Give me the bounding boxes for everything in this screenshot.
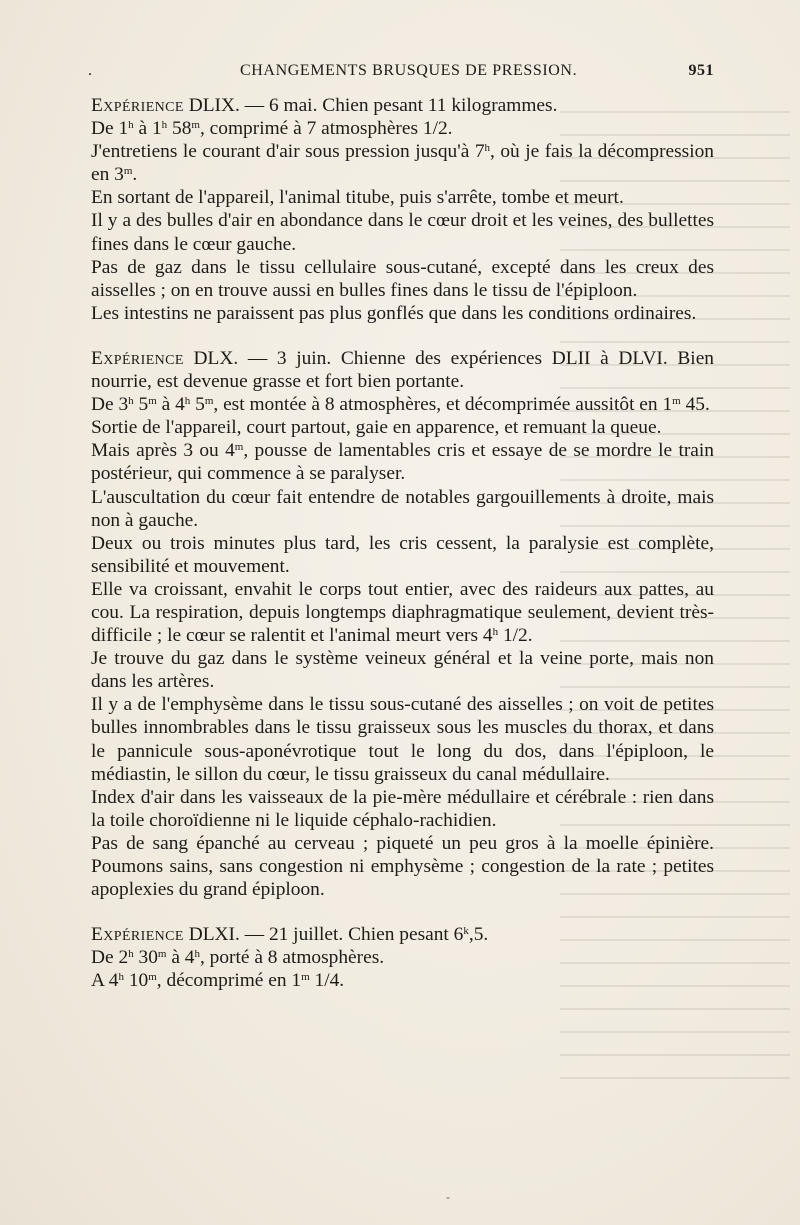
running-title: CHANGEMENTS BRUSQUES DE PRESSION. <box>240 62 578 79</box>
paragraph: De 2$^h$ 30$^m$ à 4$^h$, porté à 8 atmosphères. <box>91 947 385 969</box>
experiment-label: Expérience <box>91 95 184 116</box>
paragraph: Sortie de l'appareil, court partout, gaie en apparence, et remuant la queue. <box>91 417 662 439</box>
paragraph: Pas de sang épanché au cerveau ; piqueté un peu gros à la moelle épinière. Poumons sains, sans congestion ni emphysème ; congestion de la rate ; petites apoplexies du grand épiploon. <box>91 832 714 901</box>
paragraph: Je trouve du gaz dans le système veineux général et la veine porte, mais non dans les artères. <box>91 648 714 693</box>
paragraph: Il y a de l'emphysème dans le tissu sous-cutané des aisselles ; on voit de petites bulles innombrables dans le tissu graisseux sous les muscles du thorax, et dans le pannicule sous-aponévrotique tout le long du dos, dans l'épiploon, le médiastin, le sillon du cœur, le tissu graisseux du canal médullaire. <box>91 694 714 785</box>
experiment-title: DLIX. — 6 mai. Chien pesant 11 kilogrammes. <box>183 95 558 116</box>
experiment-heading-dlix <box>91 94 714 117</box>
paragraph: Index d'air dans les vaisseaux de la pie-mère médullaire et cérébrale : rien dans la toile choroïdienne ni le liquide céphalo-rachidien. <box>91 786 714 831</box>
experiment-heading-dlxi: Expérience DLXI. — 21 juillet. Chien pesant 6$^k$,5. <box>91 924 489 946</box>
paragraph: Les intestins ne paraissent pas plus gonflés que dans les conditions ordinaires. <box>91 302 697 324</box>
page-number: 951 <box>688 62 714 79</box>
paragraph: L'auscultation du cœur fait entendre de notables gargouillements à droite, mais non à gauche. <box>91 486 714 531</box>
paragraph: Elle va croissant, envahit le corps tout entier, avec des raideurs aux pattes, au cou. La respiration, depuis longtemps diaphragmatique seulement, devient très-difficile ; le cœur se ralentit et l'animal meurt vers 4$^h$ 1/2. <box>91 578 714 647</box>
paragraph: Mais après 3 ou 4$^m$, pousse de lamentables cris et essaye de se mordre le train postérieur, qui commence à se paralyser. <box>91 440 714 485</box>
paragraph: De 1$^h$ à 1$^h$ 58$^m$, comprimé à 7 atmosphères 1/2. <box>91 118 453 140</box>
experiment-label: Expérience <box>91 347 184 369</box>
printer-mark: - <box>446 1190 450 1204</box>
paragraph: A 4$^h$ 10$^m$, décomprimé en 1$^m$ 1/4. <box>91 970 345 992</box>
paragraph: Il y a des bulles d'air en abondance dans le cœur droit et les veines, des bullettes fines dans le cœur gauche. <box>91 210 714 255</box>
paragraph: J'entretiens le courant d'air sous pression jusqu'à 7$^h$, où je fais la décompression en 3$^m$. <box>91 141 714 186</box>
header-dot: . <box>88 62 93 79</box>
page-body <box>91 94 714 992</box>
experiment-title: DLX. — 3 juin. Chienne des expériences DLII à DLVI. Bien nourrie, est devenue grasse et fort bien portante. <box>91 347 714 393</box>
experiment-label: Expérience <box>91 924 184 946</box>
paragraph: En sortant de l'appareil, l'animal titube, puis s'arrête, tombe et meurt. <box>91 187 624 209</box>
paragraph: De 3$^h$ 5$^m$ à 4$^h$ 5$^m$, est montée à 8 atmosphères, et décomprimée aussitôt en 1$^m$ 45. <box>91 394 710 416</box>
section-gap <box>91 325 714 347</box>
paragraph: Deux ou trois minutes plus tard, les cris cessent, la paralysie est complète, sensibilité et mouvement. <box>91 532 714 577</box>
section-gap <box>91 901 714 923</box>
paragraph: Pas de gaz dans le tissu cellulaire sous-cutané, excepté dans les creux des aisselles ; on en trouve aussi en bulles fines dans le tissu de l'épiploon. <box>91 256 714 301</box>
running-header <box>88 62 714 86</box>
experiment-heading-dlx <box>91 347 714 393</box>
